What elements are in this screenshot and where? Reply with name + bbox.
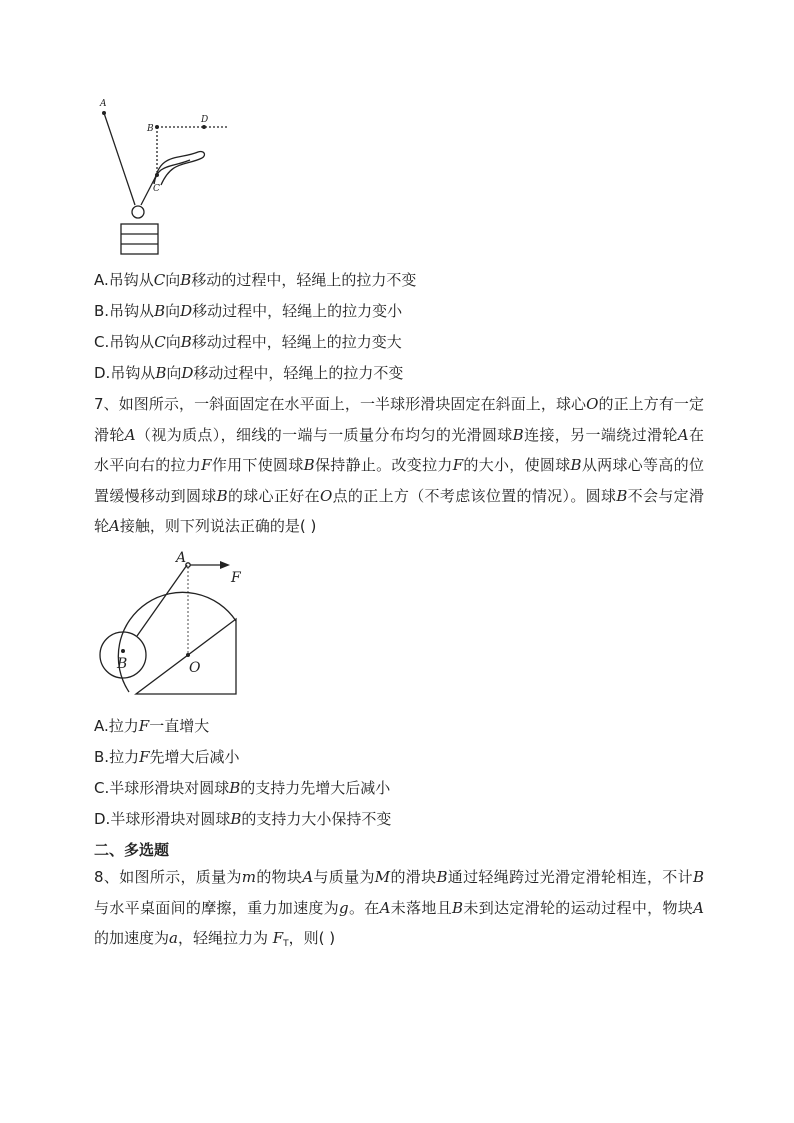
figure-incline-hemisphere: [94, 545, 264, 705]
question-8: 8、如图所示，质量为m的物块A与质量为M的滑块B通过轻绳跨过光滑定滑轮相连，不计B与水平桌面间的摩擦，重力加速度为g。在A未落地且B未到达定滑轮的运动过程中，物块A的加速度为a，轻绳拉力为 $F_T$，则( ): [94, 868, 704, 949]
pulley-icon: [132, 206, 144, 218]
q7-option-d: D.半球形滑块对圆球B的支持力大小保持不变: [94, 810, 392, 828]
label-b: B: [147, 124, 154, 134]
q7-option-a: A.拉力F一直增大: [94, 717, 210, 735]
label-b: B: [117, 656, 128, 672]
label-c: C: [153, 184, 160, 194]
hemisphere: [118, 592, 236, 692]
arrow-icon: [220, 561, 230, 569]
section-title: 二、多选题: [94, 841, 170, 859]
weight-block: [121, 224, 158, 254]
incline: [136, 619, 236, 694]
q6-option-b: B.吊钩从B向D移动过程中，轻绳上的拉力变小: [94, 302, 403, 320]
label-f: F: [231, 570, 241, 586]
rope-left: [104, 113, 135, 205]
label-o: O: [189, 660, 201, 676]
figure-hook-rope: [94, 92, 239, 262]
q6-option-d: D.吊钩从B向D移动过程中，轻绳上的拉力不变: [94, 364, 404, 382]
q6-option-a: A.吊钩从C向B移动的过程中，轻绳上的拉力不变: [94, 271, 417, 289]
label-a: A: [176, 550, 187, 566]
hook-icon: [154, 152, 205, 185]
label-d: D: [201, 115, 209, 125]
string-to-sphere: [137, 565, 187, 636]
q7-option-b: B.拉力F先增大后减小: [94, 748, 240, 766]
q6-option-c: C.吊钩从C向B移动过程中，轻绳上的拉力变大: [94, 333, 402, 351]
label-a: A: [100, 99, 107, 109]
q7-option-c: C.半球形滑块对圆球B的支持力先增大后减小: [94, 779, 391, 797]
question-7: 7、如图所示，一斜面固定在水平面上，一半球形滑块固定在斜面上，球心O的正上方有一定滑轮A（视为质点），细线的一端与一质量分布均匀的光滑圆球B连接，另一端绕过滑轮A在水平向右的拉力F作用下使圆球B保持静止。改变拉力F的大小，使圆球B从两球心等高的位置缓慢移动到圆球B的球心正好在O点的正上方（不考虑该位置的情况）。圆球B不会与定滑轮A接触，则下列说法正确的是( ): [94, 395, 704, 535]
